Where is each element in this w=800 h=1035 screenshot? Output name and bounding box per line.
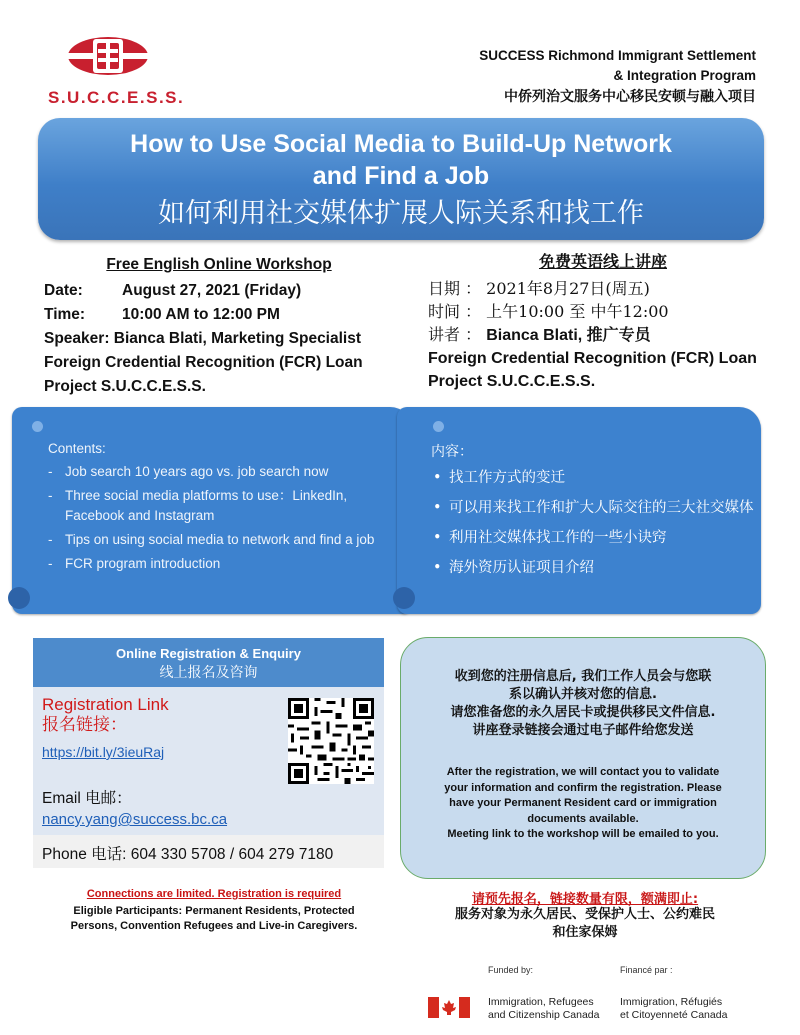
ircc-name-en: Immigration, Refugees and Citizenship Canada [488,996,600,1021]
time-zh: 时间 ： 上午10:00 至 中午12:00 [428,302,669,321]
ircc-name-fr: Immigration, Réfugiés et Citoyenneté Canada [620,996,728,1021]
contents-title-en: Contents: [48,441,106,456]
email-label: Email 电邮： [42,790,132,807]
time-value: 10:00 AM to 12:00 PM [122,306,280,323]
list-item: • 利用社交媒体找工作的一些小诀窍 [431,527,759,549]
registration-notice: 收到您的注册信息后, 我们工作人员会与您联 系以确认并核对您的信息. 请您准备您的永久居民卡或提供移民文件信息. 讲座登录链接会通过电子邮件给您发送 After the registration, we will contact you to validate your information and confirm the registration. Please have your Permanent Resident card or immigration documents available. Meeting link to the workshop will be emailed to you. [400,637,766,879]
list-item: • 海外资历认证项目介绍 [431,557,759,579]
scroll-curl-icon [393,587,415,609]
workshop-heading-en: Free English Online Workshop [106,256,332,273]
workshop-details-zh: 免费英语线上讲座 日期 ： 2021年8月27日(周五) 时间 ： 上午10:00 至 中午12:00 讲者 ： Bianca Blati, 推广专员 Foreign Credential Recognition (FCR) Loan Project S.U.C.C.E.S.S. [428,250,778,393]
workshop-details-en: Free English Online Workshop Date: August 27, 2021 (Friday) Time: 10:00 AM to 12:00 PM Speaker: Bianca Blati, Marketing Specialist Foreign Credential Recognition (FCR) Loan Project S.U.C.C.E.S.S. [44,253,414,399]
date-zh: 日期 ： 2021年8月27日(周五) [428,279,650,298]
logo-text: S.U.C.C.E.S.S. [48,88,185,107]
eligibility-note-zh: 服务对象为永久居民、受保护人士、公约难民 和住家保姆 [454,907,715,940]
contents-scroll-en [12,407,412,614]
email-link[interactable]: nancy.yang@success.bc.ca [42,811,228,828]
list-item: - Job search 10 years ago vs. job search now [46,462,396,482]
title-zh: 如何利用社交媒体扩展人际关系和找工作 [158,198,644,229]
eligibility-note: Eligible Participants: Permanent Residents, Protected Persons, Convention Refugees and Live-in Caregivers. [70,905,358,932]
speaker-zh: 讲者 ： Bianca Blati, 推广专员 [428,325,651,344]
registration-header: Online Registration & Enquiry 线上报名及咨询 [33,638,384,687]
title-banner [38,118,764,240]
organization-name: SUCCESS Richmond Immigrant Settlement & Integration Program 中侨列治文服务中心移民安顿与融入项目 [479,48,756,104]
title-en: How to Use Social Media to Build-Up Network and Find a Job [130,130,672,190]
date-value: August 27, 2021 (Friday) [122,282,302,299]
canada-flag-icon [428,997,470,1018]
contents-scroll-zh [397,407,761,614]
registration-link-label: Registration Link 报名链接： [42,695,169,735]
scroll-curl-icon [433,421,444,432]
registration-link[interactable]: https://bit.ly/3ieuRaj [42,744,165,760]
speaker-en: Speaker: Bianca Blati, Marketing Specialist [44,330,362,347]
list-item: - Three social media platforms to use：LinkedIn, Facebook and Instagram [46,486,396,526]
qr-code-icon[interactable] [288,698,374,784]
phone-number: Phone 电话: 604 330 5708 / 604 279 7180 [42,846,334,863]
list-item: - FCR program introduction [46,554,396,574]
capacity-note-zh: 请预先报名，链接数量有限，额满即止: [471,892,699,907]
workshop-heading-zh: 免费英语线上讲座 [538,252,667,271]
registration-required-note: Connections are limited. Registration is required [86,888,342,900]
contents-title-zh: 内容： [431,444,473,460]
finance-par-label: Financé par : [620,965,673,975]
list-item: - Tips on using social media to network and find a job [46,530,396,550]
funded-by-label: Funded by: [488,965,534,975]
scroll-curl-icon [32,421,43,432]
list-item: • 可以用来找工作和扩大人际交往的三大社交媒体 [431,497,759,519]
list-item: • 找工作方式的变迁 [431,467,759,489]
scroll-curl-icon [8,587,30,609]
